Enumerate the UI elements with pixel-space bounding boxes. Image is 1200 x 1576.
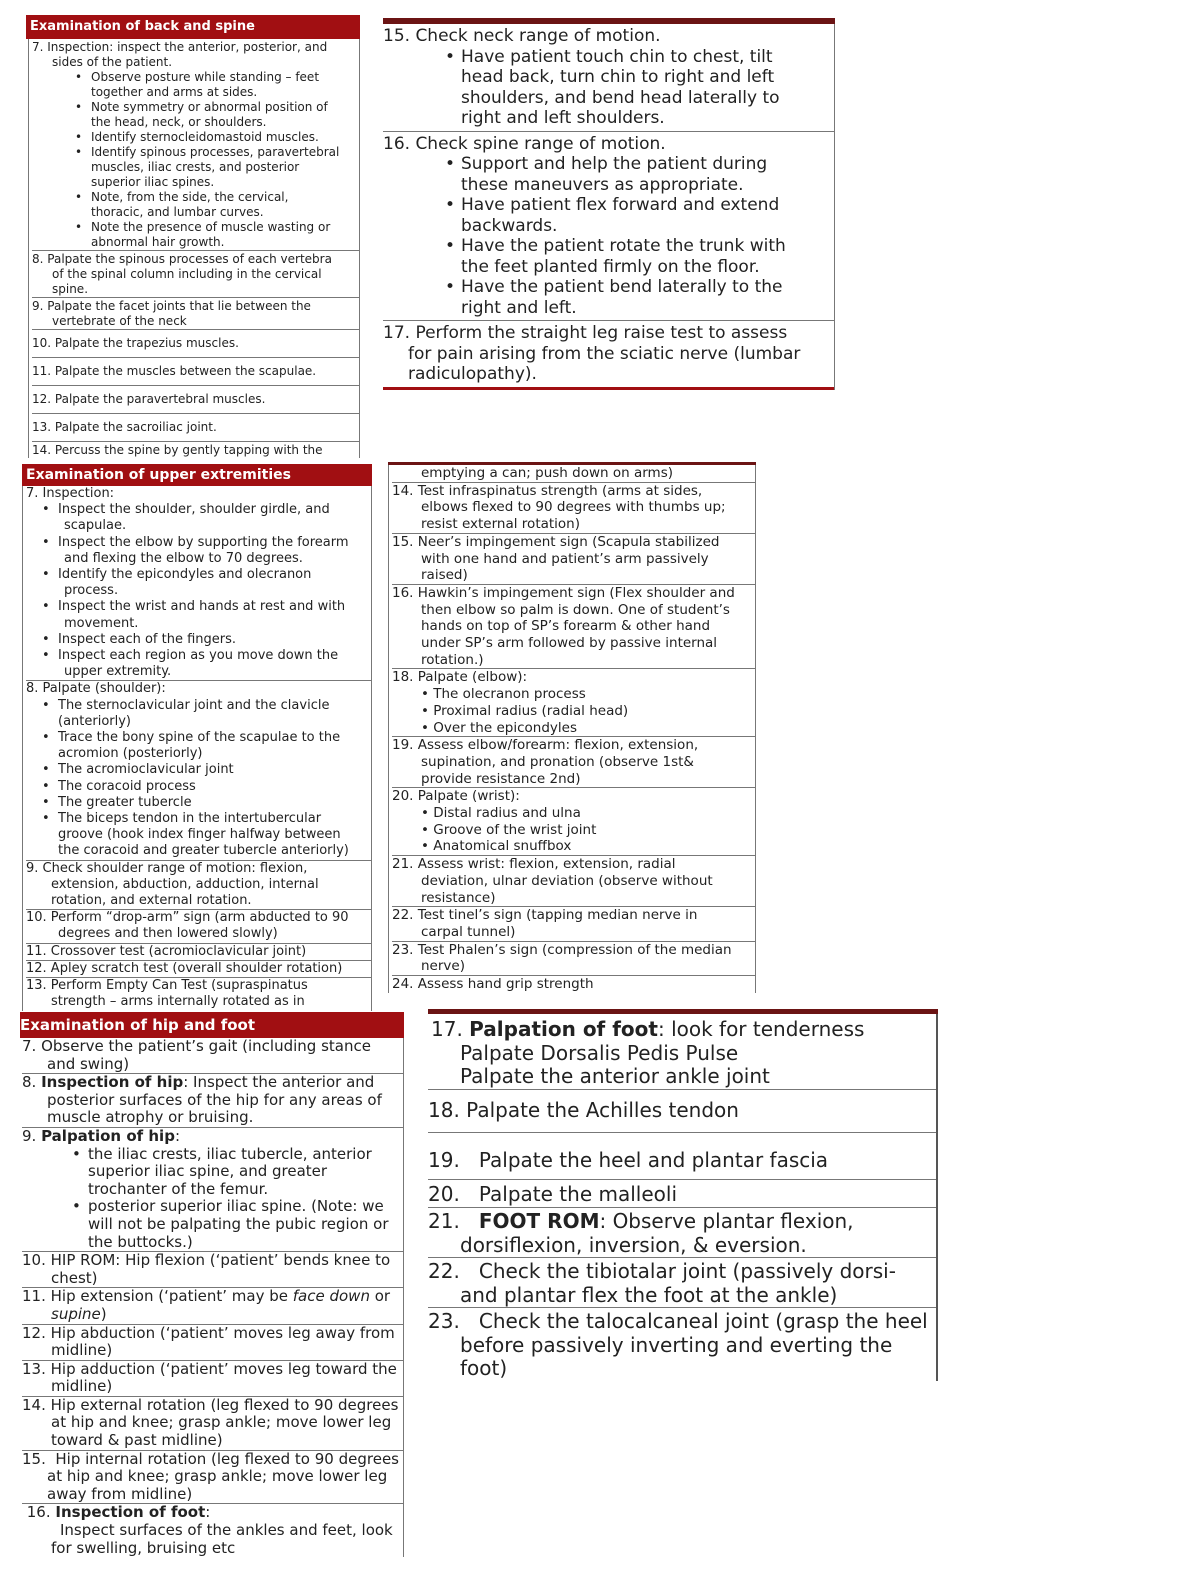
text-line: movement. xyxy=(64,615,139,631)
text-span: 22. Check the tibiotalar joint (passively dorsi- xyxy=(428,1259,896,1283)
text-line: right and left. xyxy=(461,297,577,318)
text-span: : Observe plantar flexion, xyxy=(599,1209,854,1233)
text-line xyxy=(22,1198,403,1216)
text-line: backwards. xyxy=(461,215,558,236)
text-line xyxy=(22,1216,403,1234)
back-spine-rows xyxy=(32,251,359,458)
text-line: • Identify spinous processes, paravertebral xyxy=(32,145,359,160)
text-span: 21. xyxy=(428,1209,479,1233)
text-line xyxy=(428,1183,936,1207)
text-line: the coracoid and greater tubercle anteriorly) xyxy=(58,843,349,859)
bold-term: FOOT ROM xyxy=(478,1209,600,1233)
list-item xyxy=(26,681,371,860)
text-line: radiculopathy). xyxy=(408,364,537,384)
text-span: foot) xyxy=(460,1356,508,1380)
text-line xyxy=(22,1486,403,1504)
text-line: • The acromioclavicular joint xyxy=(26,762,371,778)
list-item xyxy=(22,1074,403,1128)
italic-term: supine xyxy=(51,1304,101,1323)
text-line: process. xyxy=(64,583,119,599)
text-line: 17. Perform the straight leg raise test to assess xyxy=(383,323,788,343)
text-span: away from midline) xyxy=(47,1484,193,1503)
list-item xyxy=(22,1451,403,1505)
text-line xyxy=(22,1146,403,1164)
list-item xyxy=(392,483,755,534)
list-item xyxy=(428,1208,936,1258)
text-span: at hip and knee; grasp ankle; move lower leg xyxy=(51,1413,392,1432)
text-line: • Note, from the side, the cervical, xyxy=(32,190,359,205)
text-line xyxy=(22,1270,403,1288)
text-span: muscle atrophy or bruising. xyxy=(47,1108,254,1127)
text-line xyxy=(22,1038,403,1056)
text-span: toward & past midline) xyxy=(51,1431,223,1450)
neck-spine-rows xyxy=(383,24,835,390)
text-line xyxy=(22,1252,403,1270)
text-line: for pain arising from the sciatic nerve (lumbar xyxy=(408,343,801,364)
text-line xyxy=(22,1342,403,1360)
list-item xyxy=(392,788,755,856)
list-item xyxy=(392,942,755,976)
text-line: • Over the epicondyles xyxy=(421,719,577,736)
text-line: (anteriorly) xyxy=(58,713,132,729)
text-line xyxy=(428,1260,936,1284)
text-line: 7. Inspection: xyxy=(26,486,115,501)
text-line xyxy=(22,1522,403,1540)
text-line: thoracic, and lumbar curves. xyxy=(91,205,264,219)
upper-extremities-rows xyxy=(22,486,372,1011)
text-span: midline) xyxy=(51,1341,113,1360)
list-item xyxy=(22,1038,403,1074)
list-item xyxy=(428,1090,936,1134)
text-line: elbows flexed to 90 degrees with thumbs up; xyxy=(421,499,726,516)
list-item xyxy=(32,330,359,358)
text-line xyxy=(428,1334,936,1358)
text-line: • Observe posture while standing – feet xyxy=(32,70,359,85)
text-span: 7. Observe the patient’s gait (including stance xyxy=(22,1038,371,1055)
text-line: • Inspect the elbow by supporting the forearm xyxy=(26,535,371,551)
text-line xyxy=(428,1310,936,1334)
text-line: carpal tunnel) xyxy=(421,923,516,940)
text-span: posterior superior iliac spine. (Note: we xyxy=(88,1197,384,1216)
text-span: 19. Palpate the heel and plantar fascia xyxy=(428,1148,829,1172)
text-line xyxy=(22,1074,403,1092)
text-line xyxy=(22,1432,403,1450)
list-item xyxy=(22,1325,403,1361)
text-line: • Trace the bony spine of the scapulae to the xyxy=(26,730,371,746)
text-line xyxy=(428,1234,936,1258)
list-item xyxy=(32,358,359,386)
list-item xyxy=(392,669,755,737)
text-line xyxy=(22,1288,403,1306)
text-line: 22. Test tinel’s sign (tapping median nerve in xyxy=(392,907,698,924)
text-line: • Have the patient rotate the trunk with xyxy=(383,236,834,257)
text-span: 17. xyxy=(431,1017,470,1041)
list-item xyxy=(26,486,371,681)
inspection-item xyxy=(32,39,359,251)
text-line: • Support and help the patient during xyxy=(383,154,834,175)
text-line: • Note the presence of muscle wasting or xyxy=(32,220,359,235)
text-line xyxy=(22,1468,403,1486)
text-span: the iliac crests, iliac tubercle, anterior xyxy=(88,1144,372,1163)
back-spine-body xyxy=(28,39,360,458)
text-line: rotation.) xyxy=(421,651,484,668)
text-line: • Identify the epicondyles and olecranon xyxy=(26,567,371,583)
hip-foot-rows xyxy=(20,1038,404,1557)
text-line: vertebrate of the neck xyxy=(52,314,187,328)
list-item xyxy=(383,132,834,322)
text-span: : look for tenderness xyxy=(657,1017,865,1041)
text-line: • Inspect the shoulder, shoulder girdle, and xyxy=(26,502,371,518)
text-line xyxy=(22,1109,403,1127)
text-line: 13. Perform Empty Can Test (supraspinatus xyxy=(26,978,308,994)
text-line: 8. Palpate (shoulder): xyxy=(26,681,166,697)
text-line: these maneuvers as appropriate. xyxy=(461,174,744,195)
foot-section xyxy=(428,1009,938,1381)
bold-term: Inspection of foot xyxy=(55,1504,206,1522)
text-line: • Groove of the wrist joint xyxy=(421,821,597,838)
text-line xyxy=(22,1234,403,1252)
text-line: 14. Test infraspinatus strength (arms at sides, xyxy=(392,482,703,499)
text-line: 10. Perform “drop-arm” sign (arm abducted to 90 xyxy=(26,910,349,926)
text-line: 23. Test Phalen’s sign (compression of the median xyxy=(392,941,732,958)
text-line: 21. Assess wrist: flexion, extension, radial xyxy=(392,856,676,873)
text-span: : xyxy=(174,1127,180,1145)
text-line xyxy=(22,1128,403,1146)
text-span: : xyxy=(205,1504,211,1522)
list-item xyxy=(26,910,371,943)
text-line: 11. Palpate the muscles between the scapulae. xyxy=(32,364,317,378)
text-line xyxy=(428,1210,936,1234)
list-item xyxy=(392,976,755,993)
text-line: strength – arms internally rotated as in xyxy=(51,994,305,1010)
list-item xyxy=(32,298,359,330)
text-span: the buttocks.) xyxy=(88,1232,193,1251)
text-line: • Inspect each of the fingers. xyxy=(26,632,371,648)
list-item xyxy=(32,442,359,458)
text-line: • The greater tubercle xyxy=(26,795,371,811)
text-span: 20. Palpate the malleoli xyxy=(428,1181,677,1206)
text-line: • Have patient flex forward and extend xyxy=(383,195,834,216)
text-line: spine. xyxy=(52,282,89,296)
list-item xyxy=(32,251,359,298)
upper-continued-rows xyxy=(388,465,756,993)
text-span: 16. xyxy=(22,1504,56,1522)
foot-rows xyxy=(428,1014,938,1381)
list-item xyxy=(392,737,755,788)
text-line xyxy=(22,1092,403,1110)
list-item xyxy=(392,585,755,670)
list-item xyxy=(428,1180,936,1209)
text-span: and plantar flex the foot at the ankle) xyxy=(460,1282,838,1307)
text-line: • The sternoclavicular joint and the clavicle xyxy=(26,698,371,714)
text-line: deviation, ulnar deviation (observe without xyxy=(421,872,713,889)
text-span: 9. xyxy=(22,1127,42,1145)
text-span: chest) xyxy=(51,1268,98,1287)
text-span: at hip and knee; grasp ankle; move lower leg xyxy=(47,1467,388,1486)
text-line: extension, abduction, adduction, internal xyxy=(51,876,319,892)
text-line: head back, turn chin to right and left xyxy=(461,67,775,87)
text-line: • The olecranon process xyxy=(421,686,586,703)
text-line: under SP’s arm followed by passive internal xyxy=(421,635,718,652)
text-span: will not be palpating the pubic region or xyxy=(88,1214,389,1233)
text-line xyxy=(22,1306,403,1324)
list-item xyxy=(428,1308,936,1381)
text-line: 9. Palpate the facet joints that lie between the xyxy=(32,299,311,313)
text-line: muscles, iliac crests, and posterior xyxy=(91,160,300,174)
list-item xyxy=(22,1288,403,1324)
bold-term: Inspection of hip xyxy=(41,1074,184,1092)
list-item xyxy=(32,386,359,414)
list-item xyxy=(26,961,371,978)
text-line xyxy=(22,1451,403,1469)
text-line: • The biceps tendon in the intertubercular xyxy=(26,811,371,827)
text-line: 20. Palpate (wrist): xyxy=(392,788,520,805)
text-line: 16. Check spine range of motion. xyxy=(383,133,666,154)
text-span: midline) xyxy=(51,1377,113,1396)
text-line: superior iliac spines. xyxy=(91,175,215,189)
text-line: 15. Neer’s impingement sign (Scapula stabilized xyxy=(392,533,720,550)
text-line: supination, and pronation (observe 1st& xyxy=(421,753,694,770)
text-span: posterior surfaces of the hip for any areas of xyxy=(47,1090,382,1109)
hip-foot-header: Examination of hip and foot xyxy=(20,1012,404,1038)
text-span: 12. Hip abduction (‘patient’ moves leg away from xyxy=(22,1324,395,1342)
text-span: 15. Hip internal rotation (leg flexed to 90 degrees xyxy=(22,1450,399,1468)
text-span: ) xyxy=(100,1304,107,1323)
text-line: together and arms at sides. xyxy=(91,85,258,99)
text-line: 19. Assess elbow/forearm: flexion, extension, xyxy=(392,737,699,754)
text-line: right and left shoulders. xyxy=(461,108,665,128)
text-line: resistance) xyxy=(421,889,496,906)
text-span: : Inspect the anterior and xyxy=(183,1074,375,1092)
text-line: 13. Palpate the sacroiliac joint. xyxy=(32,420,217,434)
list-item xyxy=(26,978,371,1010)
text-line: nerve) xyxy=(421,958,465,975)
text-line: • Have patient touch chin to chest, tilt xyxy=(383,47,834,68)
text-line: the head, neck, or shoulders. xyxy=(91,115,267,129)
text-line: resist external rotation) xyxy=(421,516,581,533)
text-line: 14. Percuss the spine by gently tapping with the xyxy=(32,443,323,457)
text-line xyxy=(22,1325,403,1343)
list-item xyxy=(392,907,755,941)
text-line: raised) xyxy=(421,567,468,584)
text-line xyxy=(428,1357,936,1381)
list-item xyxy=(392,465,755,483)
text-line: sides of the patient. xyxy=(52,55,173,69)
text-line xyxy=(22,1361,403,1379)
italic-term: face down xyxy=(292,1288,370,1306)
text-line xyxy=(22,1163,403,1181)
text-line: 16. Hawkin’s impingement sign (Flex shoulder and xyxy=(392,584,735,601)
back-spine-section xyxy=(28,15,360,458)
list-item xyxy=(428,1258,936,1308)
text-line: emptying a can; push down on arms) xyxy=(421,465,673,481)
list-item xyxy=(428,1014,936,1090)
text-span: Palpate the anterior ankle joint xyxy=(460,1064,770,1088)
list-item xyxy=(383,24,834,132)
text-line: 9. Check shoulder range of motion: flexion, xyxy=(26,860,308,876)
neck-spine-rom-section xyxy=(383,18,835,390)
text-line: shoulders, and bend head laterally to xyxy=(461,87,780,108)
text-span: 13. Hip adduction (‘patient’ moves leg toward the xyxy=(22,1360,397,1378)
text-line: • Anatomical snuffbox xyxy=(421,838,572,855)
upper-extremities-header: Examination of upper extremities xyxy=(22,464,372,486)
text-line: acromion (posteriorly) xyxy=(58,746,203,762)
text-line xyxy=(428,1065,936,1089)
text-line: abnormal hair growth. xyxy=(91,235,225,249)
text-span: trochanter of the femur. xyxy=(88,1179,269,1198)
text-line: 11. Crossover test (acromioclavicular joint) xyxy=(26,943,307,959)
list-item xyxy=(26,861,371,911)
upper-extremities-section xyxy=(22,464,372,1011)
text-line: rotation, and external rotation. xyxy=(51,893,252,909)
text-span: before passively inverting and everting the xyxy=(460,1332,893,1357)
text-line xyxy=(22,1181,403,1199)
hip-foot-section xyxy=(20,1012,404,1557)
list-item xyxy=(22,1128,403,1252)
bold-term: Palpation of foot xyxy=(469,1017,658,1041)
text-line: 8. Palpate the spinous processes of each vertebra xyxy=(32,252,332,266)
text-line: • Distal radius and ulna xyxy=(421,805,581,822)
text-line: of the spinal column including in the cervical xyxy=(52,267,322,281)
text-line: hands on top of SP’s forearm & other hand xyxy=(421,618,711,635)
text-line: • Have the patient bend laterally to the xyxy=(383,277,834,298)
text-line xyxy=(428,1099,936,1123)
text-line xyxy=(22,1378,403,1396)
bold-term: Palpation of hip xyxy=(41,1127,175,1145)
text-line xyxy=(428,1018,936,1042)
text-line: 12. Apley scratch test (overall shoulder rotation) xyxy=(26,960,343,976)
text-line: then elbow so palm is down. One of student’s xyxy=(421,601,730,618)
upper-extremities-continued-section xyxy=(388,462,756,993)
list-item xyxy=(22,1504,403,1557)
text-line: 12. Palpate the paravertebral muscles. xyxy=(32,392,266,406)
text-line xyxy=(22,1056,403,1074)
list-item xyxy=(392,856,755,907)
text-line xyxy=(22,1504,403,1522)
text-line: • Proximal radius (radial head) xyxy=(421,702,629,719)
text-line xyxy=(22,1397,403,1415)
list-item xyxy=(428,1133,936,1180)
text-span: superior iliac spine, and greater xyxy=(88,1162,328,1181)
text-span: Palpate Dorsalis Pedis Pulse xyxy=(460,1040,739,1065)
text-span: dorsiflexion, inversion, & eversion. xyxy=(460,1232,807,1257)
text-span: or xyxy=(369,1288,391,1306)
text-line: 15. Check neck range of motion. xyxy=(383,26,661,46)
text-span: for swelling, bruising etc xyxy=(51,1538,236,1557)
text-span: 8. xyxy=(22,1074,42,1092)
list-item xyxy=(22,1397,403,1451)
text-line: groove (hook index finger halfway between xyxy=(58,827,341,843)
list-item xyxy=(22,1252,403,1288)
text-span: 11. Hip extension (‘patient’ may be xyxy=(22,1288,293,1306)
text-line: and flexing the elbow to 70 degrees. xyxy=(64,550,303,566)
list-item xyxy=(383,321,834,390)
list-item xyxy=(392,534,755,585)
text-line: 7. Inspection: inspect the anterior, posterior, and xyxy=(32,40,328,54)
text-line: • Identify sternocleidomastoid muscles. xyxy=(32,130,359,145)
list-item xyxy=(22,1361,403,1397)
text-line xyxy=(428,1149,936,1173)
text-line: • Note symmetry or abnormal position of xyxy=(32,100,359,115)
text-line: 18. Palpate (elbow): xyxy=(392,669,528,686)
back-spine-header: Examination of back and spine xyxy=(26,15,360,39)
text-line xyxy=(22,1540,403,1558)
text-line: • The coracoid process xyxy=(26,779,371,795)
text-span: 14. Hip external rotation (leg flexed to 90 degrees xyxy=(22,1396,399,1414)
text-line: provide resistance 2nd) xyxy=(421,770,581,787)
text-line xyxy=(428,1284,936,1308)
text-span: 18. Palpate the Achilles tendon xyxy=(428,1097,739,1122)
text-span: Inspect surfaces of the ankles and feet, look xyxy=(60,1521,393,1540)
text-line xyxy=(22,1414,403,1432)
text-span: 23. Check the talocalcaneal joint (grasp the heel xyxy=(428,1309,928,1333)
text-line: the feet planted firmly on the floor. xyxy=(461,256,760,277)
text-line: upper extremity. xyxy=(64,664,172,680)
text-line: with one hand and patient’s arm passively xyxy=(421,550,709,567)
text-line: scapulae. xyxy=(64,518,127,534)
text-span: 10. HIP ROM: Hip flexion (‘patient’ bends knee to xyxy=(22,1252,391,1270)
text-line: 10. Palpate the trapezius muscles. xyxy=(32,336,239,350)
text-line: • Inspect the wrist and hands at rest and with xyxy=(26,599,371,615)
list-item xyxy=(26,944,371,961)
text-line: 24. Assess hand grip strength xyxy=(392,976,594,993)
text-line xyxy=(428,1042,936,1066)
text-span: and swing) xyxy=(47,1054,130,1073)
list-item xyxy=(32,414,359,442)
text-line: • Inspect each region as you move down the xyxy=(26,648,371,664)
text-line: degrees and then lowered slowly) xyxy=(58,926,278,942)
